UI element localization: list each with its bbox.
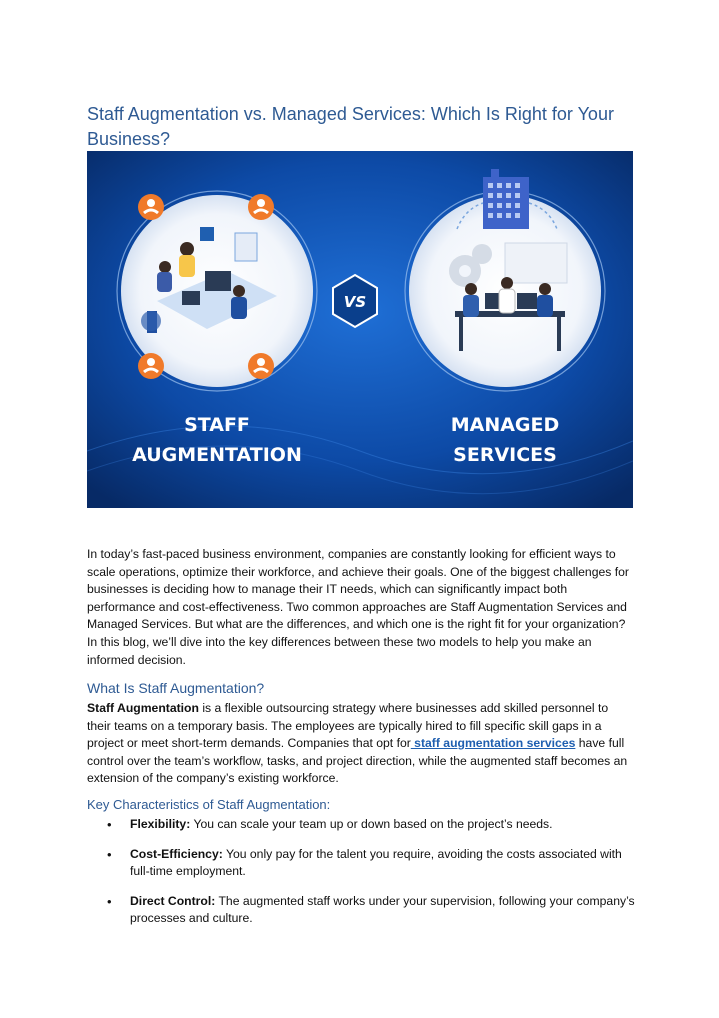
list-item	[87, 816, 635, 834]
list-item	[87, 893, 635, 928]
paragraph-text-after-link: have full control over the team’s workflow, tasks, and project direction, while the augmented staff becomes an extension of the company’s existing workforce.	[87, 736, 628, 786]
section-heading-characteristics: Key Characteristics of Staff Augmentation:	[87, 797, 331, 812]
vs-label: VS	[343, 293, 367, 311]
hero-right-label-2: SERVICES	[453, 444, 557, 466]
page-title: Staff Augmentation vs. Managed Services: Which Is Right for Your Business?	[87, 104, 614, 149]
intro-paragraph: In today’s fast-paced business environment, companies are constantly looking for efficient ways to scale operations, optimize their workforce, and achieve their goals. One of the biggest challenges for businesses is deciding how to manage their IT needs, which can significantly impact both performance and cost-effectiveness. Two common approaches are Staff Augmentation Services and Managed Services. But what are the differences, and which one is the right fit for your organization? In this blog, we’ll dive into the key differences between these two models to help you make an informed decision.	[87, 547, 629, 667]
list-item-label: Direct Control:	[130, 893, 216, 908]
section-heading-what: What Is Staff Augmentation?	[87, 680, 265, 696]
hero-image	[87, 151, 633, 508]
paragraph-text-before-link: is a flexible outsourcing strategy where businesses add skilled personnel to their teams on a temporary basis. The employees are typically hired to fill specific skill gaps in a project or meet short-term demands. Companies that opt for	[87, 701, 609, 751]
staff-augmentation-paragraph	[87, 700, 635, 788]
list-item-text: You only pay for the talent you require, avoiding the costs associated with full-time employment.	[130, 846, 622, 879]
list-item	[87, 846, 635, 881]
list-item-label: Flexibility:	[130, 817, 191, 831]
characteristics-list	[87, 816, 635, 940]
list-item-text: You can scale your team up or down based on the project’s needs.	[190, 817, 553, 831]
staff-augmentation-services-link[interactable]: staff augmentation services	[410, 736, 576, 751]
hero-right-label-1: MANAGED	[450, 414, 560, 436]
hero-left-label-2: AUGMENTATION	[132, 444, 302, 466]
bold-lead: Staff Augmentation	[87, 701, 199, 715]
list-item-text: The augmented staff works under your supervision, following your company’s processes and culture.	[130, 893, 635, 926]
hero-left-label-1: STAFF	[184, 414, 250, 436]
list-item-label: Cost-Efficiency:	[130, 846, 223, 861]
